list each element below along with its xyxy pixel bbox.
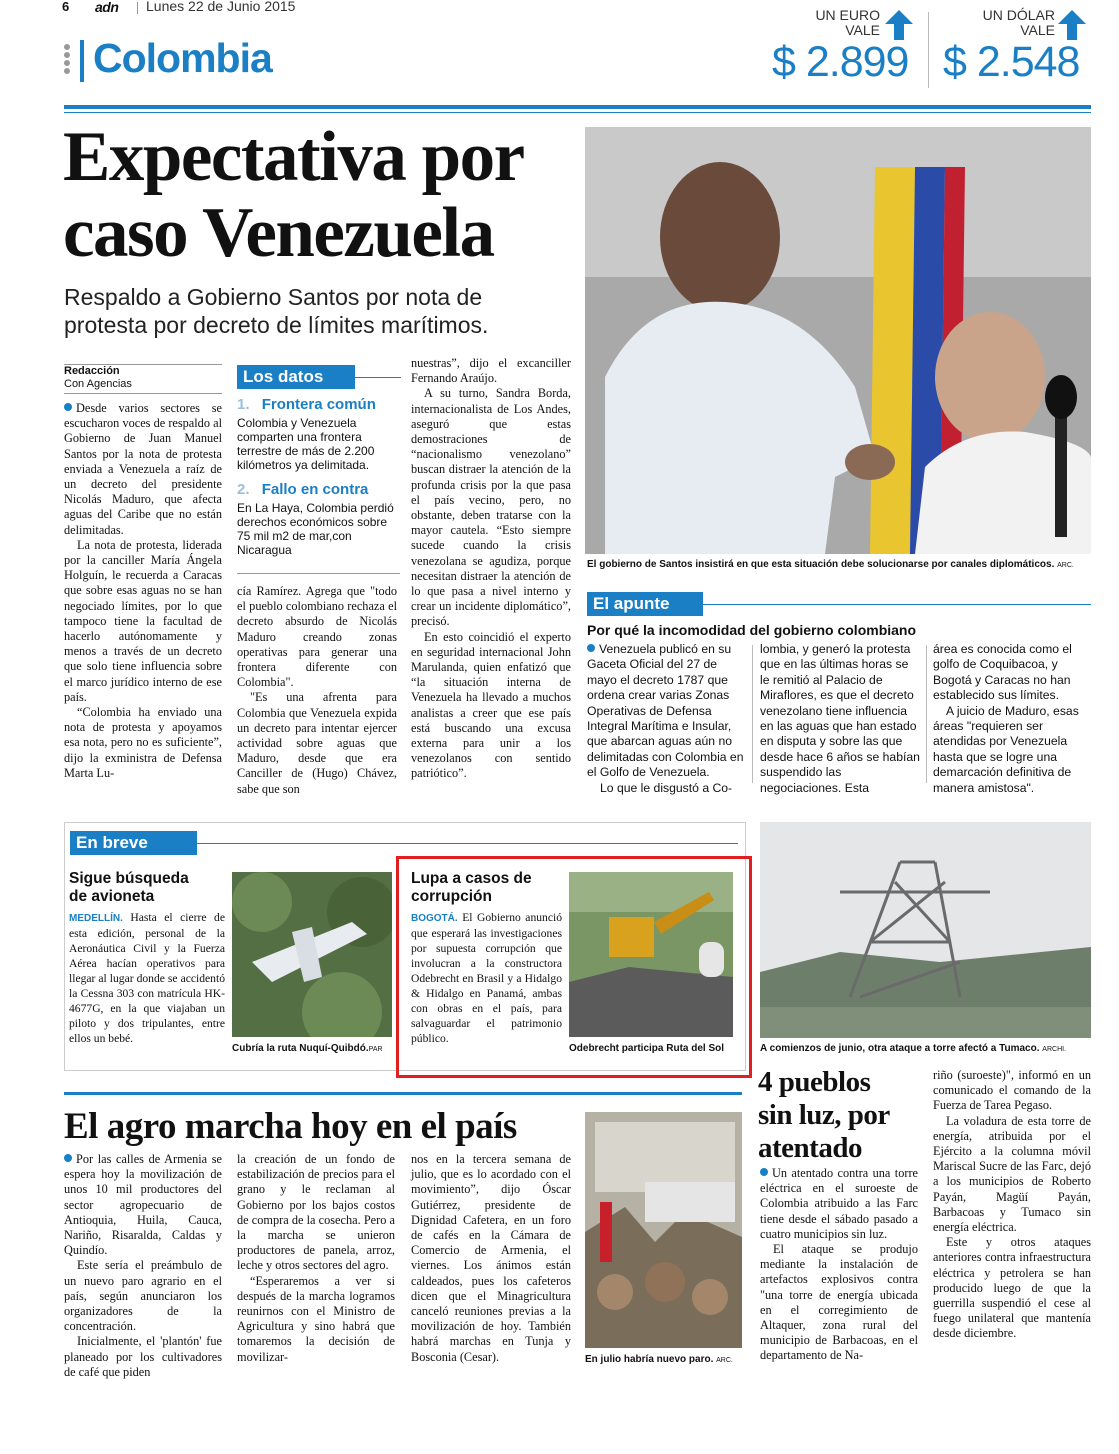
el-apunte-col2: lombia, y generó la protesta que en las últimas horas se le remitió al Palacio de Miraflores, es que el decreto venezolano tiene influencia en las aguas que han estado en disputa y sobre las que desde hace 6 años se habían suspendido las negociaciones. Esta [760,642,920,795]
agro-caption: En julio habría nuevo paro. ARC. [585,1354,733,1365]
main-headline: Expectativa por caso Venezuela [63,118,524,272]
main-story-col1: Desde varios sectores se escucharon voces de respaldo al Gobierno de Juan Manuel Santos por la nota de protesta enviada a Venezuela a raíz de un decreto del presidente Nicolás Maduro, que afecta aguas del Caribe que no están delimitadas. La nota de protesta, liderada por la canciller María Ángela Holguín, le recuerda a Caracas que sobre esas aguas no se han negociado límites, por lo que tampoco tiene la facultad de hacerlo autónomamente y menos a través de un decreto que solo tiene influencia sobre el marco jurídico interno de ese país. “Colombia ha enviado una nota de protesta y apoyamos esa nota, pero no es suficiente”, dijo la exministra de Defensa Marta Lu- [64,401,222,780]
en-breve-tag: En breve [70,831,197,855]
los-datos-rule [355,377,401,378]
currency-divider [928,12,929,88]
agro-photo [585,1112,742,1348]
agro-col2: la creación de un fondo de estabilización de precios para el grano y le reclaman al Gobierno por los bajos costos de compra de la cosecha. Pero a la marcha se unieron productores de panela, arroz, leche y otros sectores del agro. “Esperaremos a ver si después de la marcha logramos reunirnos con el Ministro de Agricultura y sino habrá que tomaremos la decisión de movilizar- [237,1152,395,1364]
column-separator [926,645,927,783]
header-date: Lunes 22 de Junio 2015 [146,0,296,14]
column-separator [752,645,753,783]
torre-headline: 4 pueblos sin luz, por atentado [758,1066,890,1164]
bullet-icon [760,1168,768,1176]
brief-2-title: Lupa a casos de corrupción [411,870,532,905]
agro-col1: Por las calles de Armenia se espera hoy la movilización de unos 10 mil productores del sector agropecuario de Antioquia, Huila, Cauca, Nariño, Risaralda, Caldas y Quindío. Este sería el preámbulo de un nuevo paro agrario en el país, según anunciaron los organizadores de la concentración. Inicialmente, el 'plantón' fue planeado por los cultivadores de café que piden [64,1152,222,1379]
brief-2-text: BOGOTÁ. El Gobierno anunció que esperará las investigaciones por supuesta corrupción que involucran a la constructora Odebrecht en Brasil y a Hidalgo & Hidalgo en Panamá, ambas con obras en el país, para salvaguardar el patrimonio público. [411,911,562,1045]
dolar-label: UN DÓLAR VALE [982,7,1055,38]
avioneta-photo [232,872,392,1037]
agro-march-photo [585,1112,742,1348]
el-apunte-col3: área es conocida como el golfo de Coquibacoa, y Bogotá y Caracas no han establecido sus límites. A juicio de Maduro, esas áreas "requieren ser atendidas por Venezuela hasta que se logre una demarcación definitiva de manera amistosa". [933,642,1079,795]
electric-tower-photo [760,822,1091,1038]
arrow-up-icon [1058,10,1086,40]
header-rule-thin [64,112,1091,113]
torre-photo [760,822,1091,1038]
maduro-santos-photo [585,127,1091,554]
brief-2-caption: Odebrecht participa Ruta del Sol [569,1043,725,1054]
bullet-icon [587,644,595,652]
dolar-value: $ 2.548 [943,38,1080,86]
el-apunte-title: Por qué la incomodidad del gobierno colombiano [587,622,917,638]
los-datos-item-1: 1. Frontera común Colombia y Venezuela comparten una frontera terrestre de más de 2.200 kilómetros ya delimitada. [237,396,376,472]
header-divider [137,2,138,14]
byline: Redacción Con Agencias [64,365,132,390]
agro-headline: El agro marcha hoy en el país [64,1106,517,1147]
en-breve-rule [193,843,738,844]
el-apunte-tag: El apunte [587,592,703,616]
los-datos-item-2: 2. Fallo en contra En La Haya, Colombia perdió derechos económicos sobre 75 mil m2 de mar,con Nicaragua [237,481,394,557]
euro-value: $ 2.899 [772,38,909,86]
section-dots-icon [64,44,72,82]
section-title: Colombia [93,35,272,81]
main-photo-caption: El gobierno de Santos insistirá en que esta situación debe solucionarse por canales diplomáticos. ARC. [587,559,1074,570]
header-rule [64,105,1091,109]
agro-col3: nos en la tercera semana de julio, que es lo acordado con el movimiento”, dijo Óscar Gutiérrez, presidente de Dignidad Cafetera, en un foro de cafés en la Cámara de Comercio de Armenia, el viernes. Los ánimos están caldeados, pues los cafeteros dicen que el Minagricultura canceló reuniones previas a la movilización de hoy. También habrá marchas en Tunja y Bosconia (Cesar). [411,1152,571,1364]
los-datos-bottom-rule [237,573,400,574]
los-datos-tag: Los datos [237,365,355,389]
brief-1-text: MEDELLÍN. Hasta el cierre de esta edición, personal de la Aeronáutica Civil y la Fuerza Aérea hacían operativos para llegar al lugar donde se accidentó la Cessna 303 con matrícula HK-4677G, en la que viajaban un piloto y dos tripulantes, entre ellos un bebé. [69,911,225,1045]
brief-2-photo [569,872,733,1037]
euro-label: UN EURO VALE [815,7,880,38]
byline-rule [64,393,222,394]
bullet-icon [64,1154,72,1162]
brand-logo: adn [95,0,119,15]
brief-1-caption: Cubría la ruta Nuquí-Quibdó.PAR [232,1043,383,1054]
main-story-col2: cía Ramírez. Agrega que "todo el pueblo colombiano rechaza el decreto absurdo de Nicolás Maduro creando zonas operativas para generar una frontera diferente con Colombia". "Es una afrenta para Colombia que Venezuela expida un decreto para intentar ejercer actividad sobre aguas que Maduro, desde que era Canciller de (Hugo) Chávez, sabe que son [237,584,397,796]
brief-1-photo [232,872,392,1037]
el-apunte-col1: Venezuela publicó en su Gaceta Oficial del 27 de mayo el decreto 1787 que ordena crear varias Zonas Operativas de Defensa Integral Marítima e Insular, que abarcan aguas aún no delimitadas con Colombia en el Golfo de Venezuela. Lo que le disgustó a Co- [587,642,744,795]
section-bar [80,40,84,82]
torre-col1: Un atentado contra una torre eléctrica en el suroeste de Colombia atribuido a las Farc tiene desde el sábado pasado a cuatro municipios sin luz. El ataque se produjo mediante la instalación de artefactos explosivos contra "una torre de energía ubicada en el corregimiento de Altaquer, zona rural del municipio de Barbacoas, en el departamento de Na- [760,1166,918,1363]
page-number: 6 [62,0,70,14]
main-subhead: Respaldo a Gobierno Santos por nota de protesta por decreto de límites marítimos. [64,284,489,338]
bullet-icon [64,403,72,411]
brief-1-title: Sigue búsqueda de avioneta [69,870,189,905]
excavator-photo [569,872,733,1037]
torre-col2: riño (suroeste)", informó en un comunicado el comando de la Fuerza de Tarea Pegaso. La voladura de esta torre de energía, atribuida por el Ejército a la columna móvil Mariscal Sucre de las Farc, dejó a los municipios de Roberto Payán, Magüí Payán, Barbacoas y Tumaco sin energía eléctrica. Este y otros ataques anteriores contra infraestructura eléctrica y petrolera se han producido luego de que la guerrilla suspendió el cese al fuego unilateral que mantenía desde diciembre. [933,1068,1091,1341]
main-photo [585,127,1091,554]
el-apunte-rule [703,604,1091,605]
agro-rule [64,1092,742,1095]
arrow-up-icon [885,10,913,40]
main-story-col3: nuestras”, dijo el excanciller Fernando Araújo. A su turno, Sandra Borda, internacionalista de Los Andes, aseguró que estas demostraciones de “nacionalismo venezolano” buscan distraer la atención de la profunda crisis por la que pasa el país vecino, pero, no obstante, deben tratarse con la mayor cautela. “Esto siempre sucede cuando la crisis venezolana se agudiza, porque necesitan distraer la atención de lo que pasa a nivel interno y crear un incidente diplomático”, precisó. En esto coincidió el experto en seguridad internacional John Marulanda, quien enfatizó que “la situación interna de Venezuela ha llevado a muchos analistas a creer que ese país está buscando una excusa externa para unir a los venezolanos con sentido patriótico”. [411,356,571,781]
torre-caption: A comienzos de junio, otra ataque a torre afectó a Tumaco. ARCHI. [760,1043,1067,1054]
